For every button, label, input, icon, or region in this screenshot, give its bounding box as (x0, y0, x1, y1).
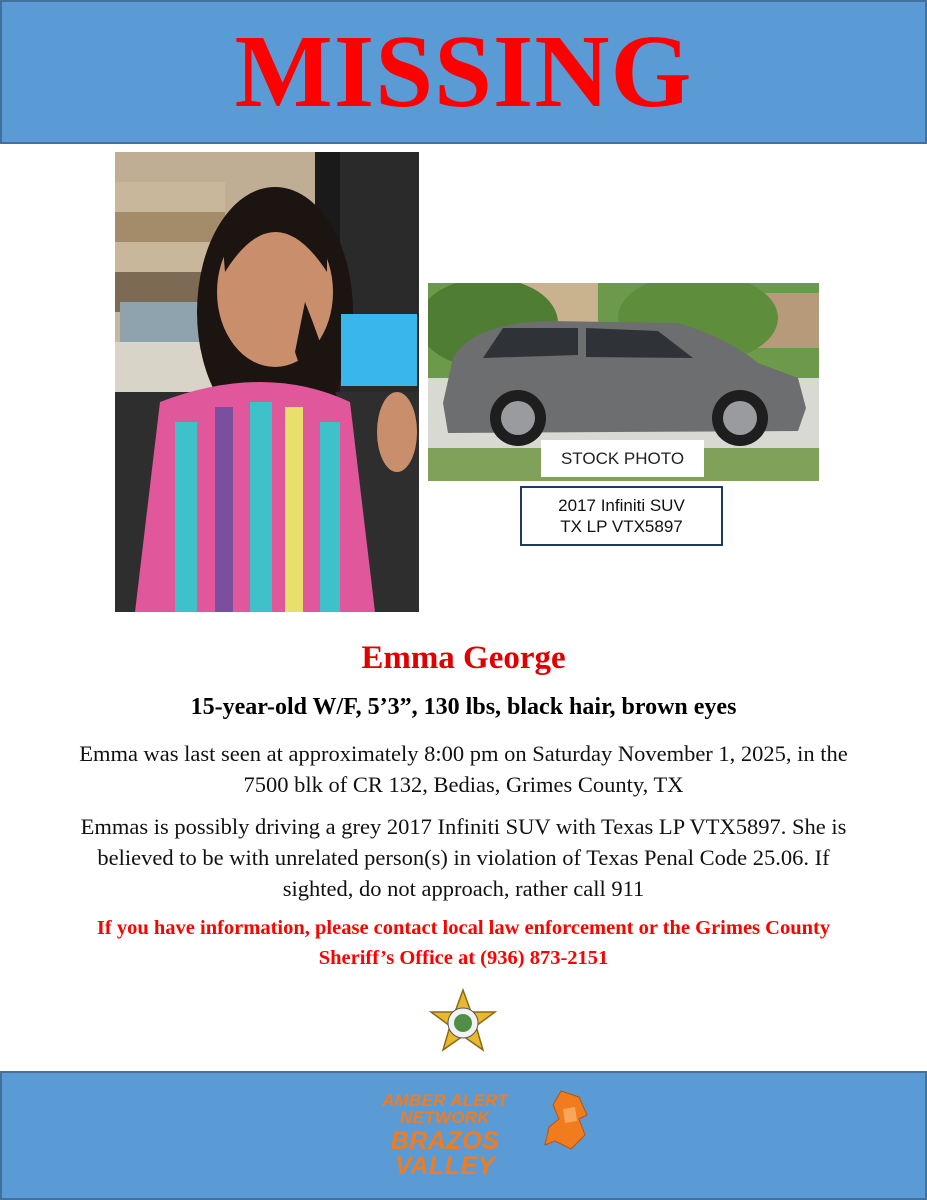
missing-person-photo (115, 152, 419, 612)
missing-person-name: Emma George (361, 640, 566, 676)
amber-alert-logo (340, 1092, 550, 1179)
person-photo-image (115, 152, 419, 612)
vehicle-info-box (520, 486, 723, 546)
stock-photo-label: STOCK PHOTO (541, 440, 704, 477)
amber-alert-logo-icon (543, 1089, 589, 1151)
missing-title: MISSING (234, 14, 693, 129)
logo-line-1: AMBER ALERT NETWORK (381, 1091, 509, 1127)
header-banner (0, 0, 927, 144)
logo-line-2: BRAZOS VALLEY (390, 1127, 500, 1180)
contact-paragraph: If you have information, please contact local law enforcement or the Grimes County Sheriff’s Office at (936) 873-2151 (96, 917, 831, 969)
vehicle-model: 2017 Infiniti SUV (558, 495, 685, 515)
vehicle-plate: TX LP VTX5897 (560, 517, 683, 536)
sheriff-star-badge-icon (425, 988, 501, 1056)
last-seen-paragraph: Emma was last seen at approximately 8:00 pm on Saturday November 1, 2025, in the 7500 blk of CR 132, Bedias, Grimes County, TX (79, 741, 848, 797)
vehicle-paragraph: Emmas is possibly driving a grey 2017 Infiniti SUV with Texas LP VTX5897. She is believed to be with unrelated person(s) in violation of Texas Penal Code 25.06. If sighted, do not approach, rather call 911 (80, 814, 847, 901)
physical-description: 15-year-old W/F, 5’3”, 130 lbs, black hair, brown eyes (190, 694, 737, 720)
